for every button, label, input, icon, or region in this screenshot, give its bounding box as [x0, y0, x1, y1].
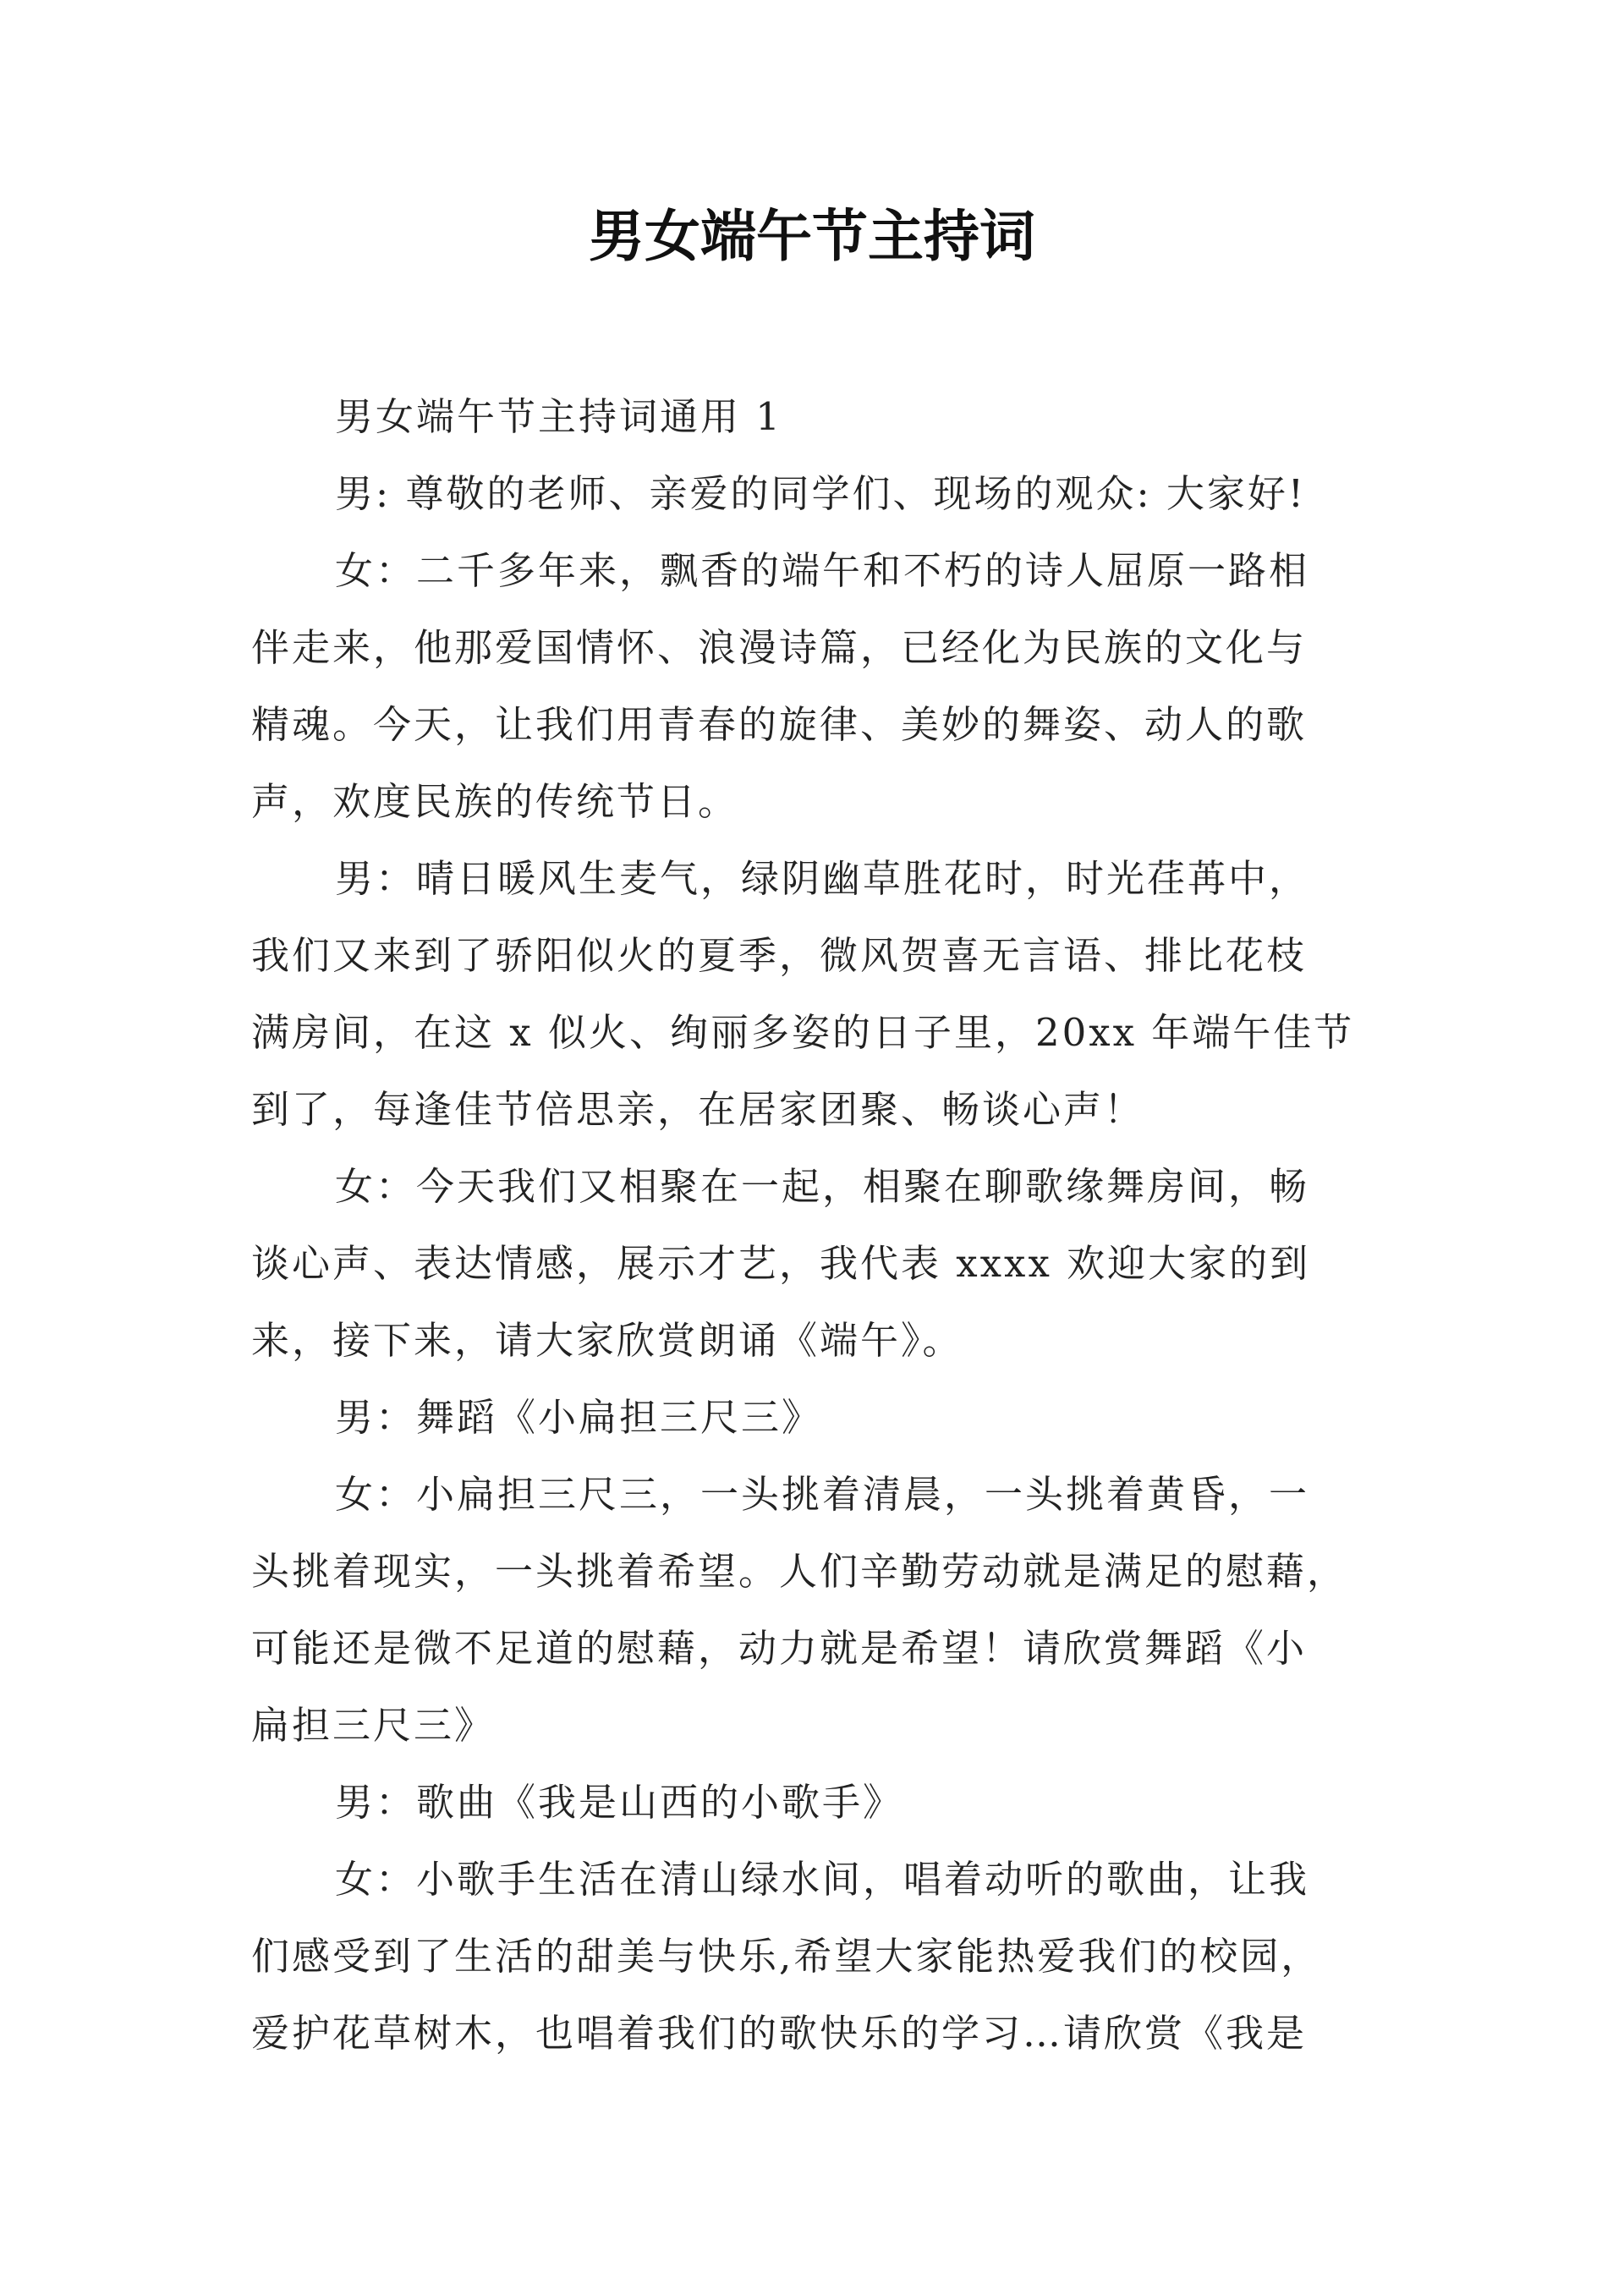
paragraph-line: 头挑着现实，一头挑着希望。人们辛勤劳动就是满足的慰藉，: [251, 1549, 1348, 1594]
paragraph-line: 伴走来，他那爱国情怀、浪漫诗篇，已经化为民族的文化与: [251, 625, 1308, 670]
paragraph-line: 男：舞蹈《小扁担三尺三》: [335, 1395, 823, 1440]
paragraph-line: 女：小歌手生活在清山绿水间，唱着动听的歌曲，让我: [335, 1857, 1310, 1902]
paragraph-line: 声，欢度民族的传统节日。: [251, 779, 739, 824]
document-body: [251, 378, 1397, 2072]
paragraph-line: 到了，每逢佳节倍思亲，在居家团聚、畅谈心声！: [251, 1087, 1145, 1132]
paragraph-line: 可能还是微不足道的慰藉，动力就是希望！请欣赏舞蹈《小: [251, 1626, 1308, 1671]
paragraph-line: 我们又来到了骄阳似火的夏季，微风贺喜无言语、排比花枝: [251, 933, 1308, 978]
paragraph-line: 女：小扁担三尺三，一头挑着清晨，一头挑着黄昏，一: [335, 1472, 1310, 1517]
paragraph-line: 男：歌曲《我是山西的小歌手》: [335, 1780, 904, 1825]
paragraph-line: 男: 尊敬的老师、亲爱的同学们、现场的观众: 大家好!: [335, 471, 1307, 516]
paragraph-line: 来，接下来，请大家欣赏朗诵《端午》。: [251, 1318, 963, 1363]
paragraph-line: 精魂。今天，让我们用青春的旋律、美妙的舞姿、动人的歌: [251, 702, 1308, 747]
paragraph-line: 扁担三尺三》: [251, 1703, 496, 1748]
paragraph-line: 爱护花草树木，也唱着我们的歌快乐的学习…请欣赏《我是: [251, 2011, 1308, 2056]
document-title: 男女端午节主持词: [589, 204, 1035, 269]
paragraph-line: 女：二千多年来，飘香的端午和不朽的诗人屈原一路相: [335, 548, 1310, 593]
paragraph-line: 谈心声、表达情感，展示才艺，我代表 xxxx 欢迎大家的到: [251, 1241, 1311, 1286]
paragraph-line: 男：晴日暖风生麦气，绿阴幽草胜花时，时光荏苒中，: [335, 856, 1310, 901]
paragraph-line: 满房间，在这 x 似火、绚丽多姿的日子里，20xx 年端午佳节: [251, 1010, 1355, 1055]
paragraph-line: 们感受到了生活的甜美与快乐,希望大家能热爱我们的校园，: [251, 1934, 1322, 1979]
paragraph-line: 女：今天我们又相聚在一起，相聚在聊歌缘舞房间，畅: [335, 1164, 1310, 1209]
section-heading: 男女端午节主持词通用 1: [335, 394, 782, 439]
